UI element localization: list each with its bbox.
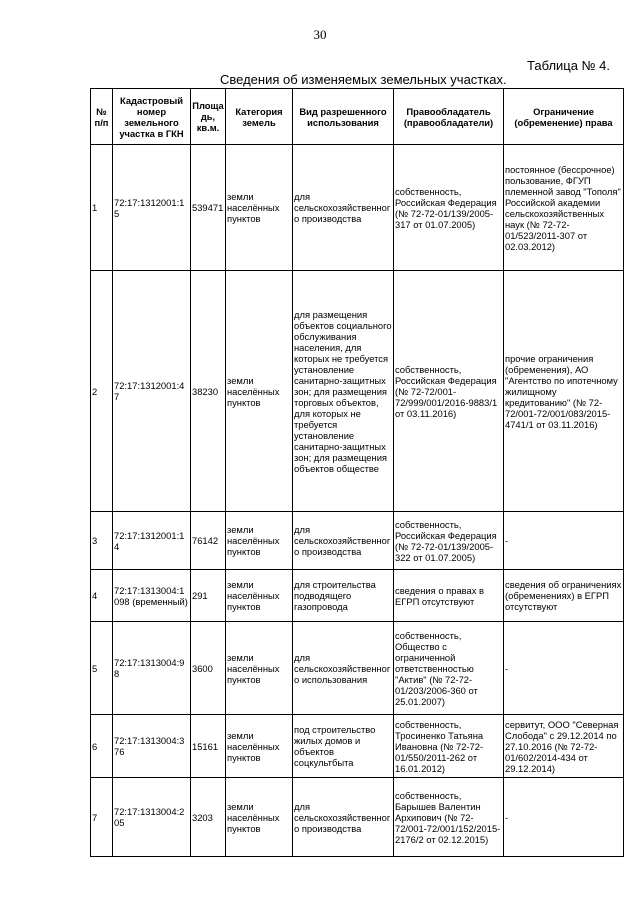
- cell-cadastral: 72:17:1313004:98: [113, 622, 191, 715]
- header-cell-category: Категория земель: [226, 89, 293, 145]
- cell-category: земли населённых пунктов: [226, 145, 293, 271]
- cell-restriction: постоянное (бессрочное) пользование, ФГУП племенной завод "Тополя" Российской академии сельскохозяйственных наук (№ 72-72-01/523/2011-307 от 02.03.2012): [504, 145, 624, 271]
- cell-restriction: -: [504, 778, 624, 857]
- cell-restriction: -: [504, 622, 624, 715]
- cell-area: 291: [191, 570, 226, 622]
- cell-area: 38230: [191, 271, 226, 512]
- cell-usage: для строительства подводящего газопровода: [293, 570, 394, 622]
- cell-owner: собственность, Общество с ограниченной ответственностью "Актив" (№ 72-72-01/203/2006-360 от 25.01.2007): [394, 622, 504, 715]
- cell-owner: собственность, Тросиненко Татьяна Ивановна (№ 72-72-01/550/2011-262 от 16.01.2012): [394, 715, 504, 778]
- cell-cadastral: 72:17:1313004:205: [113, 778, 191, 857]
- cell-usage: для размещения объектов социального обслуживания населения, для которых не требуется установление санитарно-защитных зон; для размещения торговых объектов, для которых не требуется установление санитарно-защитных зон; для размещения объектов обществе: [293, 271, 394, 512]
- cell-number: 5: [91, 622, 113, 715]
- header-cell-restriction: Ограничение (обременение) права: [504, 89, 624, 145]
- cell-area: 15161: [191, 715, 226, 778]
- cell-cadastral: 72:17:1312001:14: [113, 512, 191, 570]
- table-row: [91, 570, 624, 622]
- cell-area: 539471: [191, 145, 226, 271]
- cell-restriction: прочие ограничения (обременения), АО "Агентство по ипотечному жилищному кредитованию" (№ 72-72/001-72/001/083/2015-4741/1 от 03.11.2016): [504, 271, 624, 512]
- cell-area: 76142: [191, 512, 226, 570]
- cell-restriction: сведения об ограничениях (обременениях) в ЕГРП отсутствуют: [504, 570, 624, 622]
- cell-area: 3203: [191, 778, 226, 857]
- table-row: [91, 271, 624, 512]
- cell-owner: сведения о правах в ЕГРП отсутствуют: [394, 570, 504, 622]
- table-row: [91, 622, 624, 715]
- header-cell-usage: Вид разрешенного использования: [293, 89, 394, 145]
- cell-category: земли населённых пунктов: [226, 512, 293, 570]
- cell-category: земли населённых пунктов: [226, 570, 293, 622]
- header-cell-number: № п/п: [91, 89, 113, 145]
- header-cell-cadastral: Кадастровый номер земельного участка в ГКН: [113, 89, 191, 145]
- cell-number: 7: [91, 778, 113, 857]
- parcels-table: [90, 88, 624, 857]
- cell-area: 3600: [191, 622, 226, 715]
- cell-cadastral: 72:17:1313004:1098 (временный): [113, 570, 191, 622]
- cell-owner: собственность, Барышев Валентин Архипович (№ 72-72/001-72/001/152/2015-2176/2 от 02.12.2015): [394, 778, 504, 857]
- table-number: Таблица № 4.: [527, 58, 610, 73]
- cell-usage: для сельскохозяйственного использования: [293, 622, 394, 715]
- cell-owner: собственность, Российская Федерация (№ 72-72/001-72/999/001/2016-9883/1 от 03.11.2016): [394, 271, 504, 512]
- cell-owner: собственность, Российская Федерация (№ 72-72-01/139/2005-317 от 01.07.2005): [394, 145, 504, 271]
- table-row: [91, 512, 624, 570]
- cell-category: земли населённых пунктов: [226, 715, 293, 778]
- cell-restriction: сервитут, ООО "Северная Слобода" с 29.12.2014 по 27.10.2016 (№ 72-72-01/602/2014-434 от 29.12.2014): [504, 715, 624, 778]
- table-row: [91, 145, 624, 271]
- cell-usage: для сельскохозяйственного производства: [293, 778, 394, 857]
- cell-restriction: -: [504, 512, 624, 570]
- cell-number: 2: [91, 271, 113, 512]
- table-header-row: [91, 89, 624, 145]
- cell-usage: под строительство жилых домов и объектов соцкультбыта: [293, 715, 394, 778]
- cell-cadastral: 72:17:1312001:47: [113, 271, 191, 512]
- cell-cadastral: 72:17:1312001:15: [113, 145, 191, 271]
- cell-category: земли населённых пунктов: [226, 622, 293, 715]
- cell-category: земли населённых пунктов: [226, 271, 293, 512]
- cell-category: земли населённых пунктов: [226, 778, 293, 857]
- page-number: 30: [313, 27, 327, 42]
- cell-cadastral: 72:17:1313004:376: [113, 715, 191, 778]
- cell-number: 3: [91, 512, 113, 570]
- header-cell-owner: Правообладатель (правообладатели): [394, 89, 504, 145]
- cell-owner: собственность, Российская Федерация (№ 72-72-01/139/2005-322 от 01.07.2005): [394, 512, 504, 570]
- cell-number: 4: [91, 570, 113, 622]
- cell-number: 6: [91, 715, 113, 778]
- table-row: [91, 778, 624, 857]
- cell-number: 1: [91, 145, 113, 271]
- table-caption: Сведения об изменяемых земельных участках.: [220, 72, 507, 87]
- cell-usage: для сельскохозяйственного производства: [293, 145, 394, 271]
- header-cell-area: Площадь, кв.м.: [191, 89, 226, 145]
- cell-usage: для сельскохозяйственного производства: [293, 512, 394, 570]
- table-row: [91, 715, 624, 778]
